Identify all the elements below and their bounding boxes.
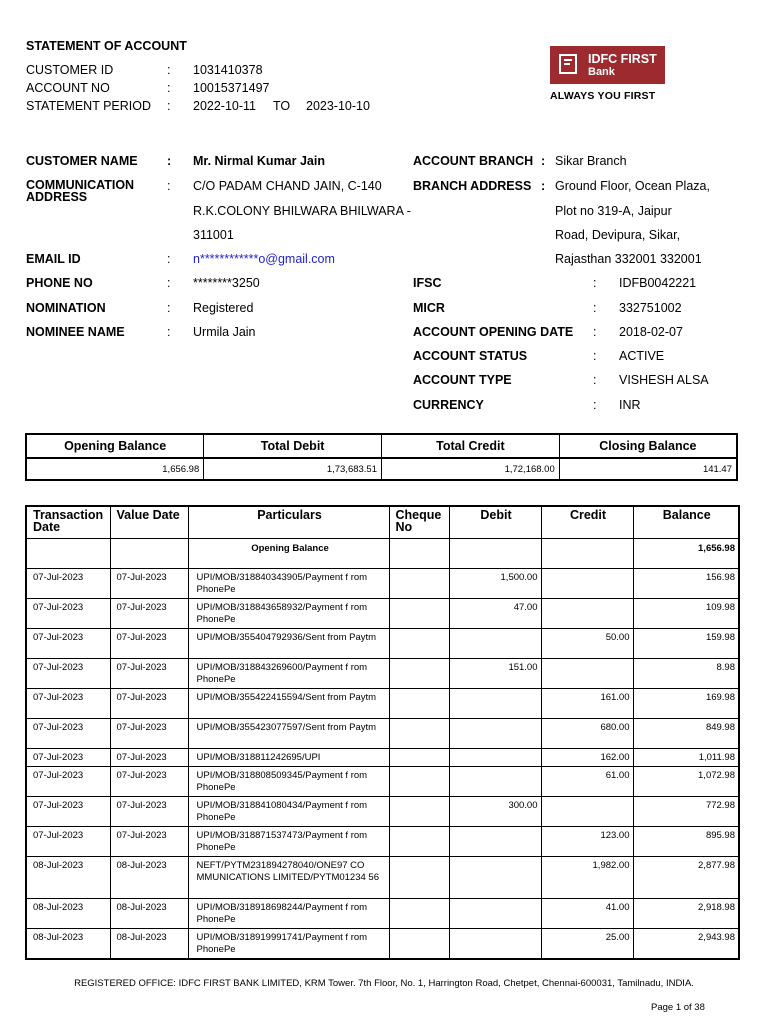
txn-date-cell: 07-Jul-2023 <box>26 719 110 749</box>
summary-values-row <box>26 458 737 480</box>
colon: : <box>593 398 597 412</box>
credit-cell <box>541 569 633 599</box>
account-type-value: VISHESH ALSA <box>619 373 709 387</box>
cheque-cell <box>389 599 449 629</box>
nominee-label: NOMINEE NAME <box>26 325 125 339</box>
bank-logo <box>550 46 665 84</box>
colon: : <box>167 325 171 339</box>
ifsc-value: IDFB0042221 <box>619 276 697 290</box>
particulars-cell: NEFT/PYTM231894278040/ONE97 CO MMUNICATIONS LIMITED/PYTM01234 56 <box>188 857 389 899</box>
col-header-debit: Debit <box>449 506 541 539</box>
particulars-cell: UPI/MOB/318841080434/Payment f rom PhonePe <box>188 797 389 827</box>
nomination-value: Registered <box>193 301 254 315</box>
closing-balance-value: 141.47 <box>559 458 737 480</box>
email-label: EMAIL ID <box>26 252 81 266</box>
credit-cell: 41.00 <box>541 899 633 929</box>
colon: : <box>593 301 597 315</box>
debit-cell <box>449 719 541 749</box>
colon: : <box>593 373 597 387</box>
value-date-cell: 07-Jul-2023 <box>110 797 188 827</box>
table-row <box>26 767 739 797</box>
cheque-cell <box>389 797 449 827</box>
particulars-cell: UPI/MOB/318919991741/Payment f rom PhonePe <box>188 929 389 959</box>
value-date-cell: 08-Jul-2023 <box>110 929 188 959</box>
debit-cell <box>449 767 541 797</box>
account-branch-label: ACCOUNT BRANCH <box>413 154 534 168</box>
customer-id-value: 1031410378 <box>193 63 263 77</box>
cheque-cell <box>389 899 449 929</box>
value-date-cell: 07-Jul-2023 <box>110 749 188 767</box>
logo-line-1: IDFC FIRST <box>588 52 657 66</box>
phone-value: ********3250 <box>193 276 260 290</box>
credit-cell: 61.00 <box>541 767 633 797</box>
currency-value: INR <box>619 398 641 412</box>
customer-name-value: Mr. Nirmal Kumar Jain <box>193 154 325 168</box>
address-line-1: C/O PADAM CHAND JAIN, C-140 <box>193 179 382 193</box>
txn-date-cell: 07-Jul-2023 <box>26 797 110 827</box>
cheque-cell <box>389 629 449 659</box>
credit-cell: 1,982.00 <box>541 857 633 899</box>
account-type-label: ACCOUNT TYPE <box>413 373 512 387</box>
statement-title: STATEMENT OF ACCOUNT <box>26 39 187 53</box>
table-row <box>26 797 739 827</box>
value-date-cell: 07-Jul-2023 <box>110 689 188 719</box>
col-header-value-date: Value Date <box>110 506 188 539</box>
cheque-cell <box>389 857 449 899</box>
opening-balance-label: Opening Balance <box>188 539 389 569</box>
table-row <box>26 899 739 929</box>
nominee-value: Urmila Jain <box>193 325 256 339</box>
statement-period-label: STATEMENT PERIOD <box>26 99 152 113</box>
cheque-cell <box>389 719 449 749</box>
balance-cell: 772.98 <box>633 797 739 827</box>
credit-cell: 162.00 <box>541 749 633 767</box>
table-row <box>26 929 739 959</box>
opening-balance-amount: 1,656.98 <box>633 539 739 569</box>
opening-date-label: ACCOUNT OPENING DATE <box>413 325 574 339</box>
table-row <box>26 827 739 857</box>
col-header-balance: Balance <box>633 506 739 539</box>
particulars-cell: UPI/MOB/318871537473/Payment f rom PhonePe <box>188 827 389 857</box>
txn-date-cell: 08-Jul-2023 <box>26 857 110 899</box>
colon: : <box>167 301 171 315</box>
transactions-body <box>26 539 739 959</box>
value-date-cell: 07-Jul-2023 <box>110 659 188 689</box>
colon: : <box>593 325 597 339</box>
txn-date-cell: 08-Jul-2023 <box>26 929 110 959</box>
balance-cell: 156.98 <box>633 569 739 599</box>
debit-cell: 47.00 <box>449 599 541 629</box>
table-row <box>26 659 739 689</box>
table-row <box>26 629 739 659</box>
balance-cell: 169.98 <box>633 689 739 719</box>
account-no-value: 10015371497 <box>193 81 270 95</box>
col-header-transaction-date: Transaction Date <box>26 506 110 539</box>
credit-cell: 680.00 <box>541 719 633 749</box>
address-line-2: R.K.COLONY BHILWARA BHILWARA - <box>193 204 411 218</box>
particulars-cell: UPI/MOB/318811242695/UPI <box>188 749 389 767</box>
txn-date-cell: 07-Jul-2023 <box>26 599 110 629</box>
branch-address-label: BRANCH ADDRESS <box>413 179 532 193</box>
bank-logo-icon <box>559 54 577 74</box>
colon: : <box>167 179 171 193</box>
summary-header: Opening Balance <box>26 434 204 458</box>
account-status-value: ACTIVE <box>619 349 665 363</box>
txn-date-cell: 07-Jul-2023 <box>26 767 110 797</box>
debit-cell: 151.00 <box>449 659 541 689</box>
logo-line-2: Bank <box>588 66 615 78</box>
communication-address-label <box>26 179 134 203</box>
customer-id-label: CUSTOMER ID <box>26 63 114 77</box>
customer-name-label: CUSTOMER NAME <box>26 154 138 168</box>
credit-cell: 50.00 <box>541 629 633 659</box>
branch-address-line-2: Plot no 319-A, Jaipur <box>555 204 672 218</box>
value-date-cell: 07-Jul-2023 <box>110 599 188 629</box>
credit-cell <box>541 599 633 629</box>
table-row <box>26 719 739 749</box>
colon: : <box>167 63 171 77</box>
colon: : <box>593 276 597 290</box>
balance-cell: 2,877.98 <box>633 857 739 899</box>
txn-date-cell: 07-Jul-2023 <box>26 659 110 689</box>
value-date-cell: 07-Jul-2023 <box>110 629 188 659</box>
debit-cell <box>449 899 541 929</box>
email-value[interactable]: n************o@gmail.com <box>193 252 335 266</box>
balance-cell: 849.98 <box>633 719 739 749</box>
colon: : <box>541 154 546 168</box>
debit-cell <box>449 629 541 659</box>
colon: : <box>167 252 171 266</box>
account-status-label: ACCOUNT STATUS <box>413 349 528 363</box>
phone-label: PHONE NO <box>26 276 93 290</box>
summary-header: Total Debit <box>204 434 382 458</box>
value-date-cell: 07-Jul-2023 <box>110 569 188 599</box>
period-to: 2023-10-10 <box>306 99 370 113</box>
comm-label-line-2: ADDRESS <box>26 190 88 204</box>
colon: : <box>167 276 171 290</box>
particulars-cell: UPI/MOB/318840343905/Payment f rom PhonePe <box>188 569 389 599</box>
particulars-cell: UPI/MOB/355404792936/Sent from Paytm <box>188 629 389 659</box>
txn-date-cell: 07-Jul-2023 <box>26 827 110 857</box>
period-from: 2022-10-11 <box>193 99 257 113</box>
period-to-word: TO <box>273 99 291 113</box>
txn-date-cell: 07-Jul-2023 <box>26 569 110 599</box>
bank-tagline: ALWAYS YOU FIRST <box>550 90 656 102</box>
col-header-cheque-no: Cheque No <box>389 506 449 539</box>
debit-cell <box>449 749 541 767</box>
registered-office-footer: REGISTERED OFFICE: IDFC FIRST BANK LIMITED, KRM Tower. 7th Floor, No. 1, Harrington Road, Chetpet, Chennai-600031, Tamilnadu, INDIA. <box>74 978 694 989</box>
comm-label-line-1: COMMUNICATION <box>26 178 135 192</box>
table-row <box>26 689 739 719</box>
cheque-cell <box>389 569 449 599</box>
txn-date-cell: 07-Jul-2023 <box>26 629 110 659</box>
table-row <box>26 599 739 629</box>
txn-date-cell: 07-Jul-2023 <box>26 749 110 767</box>
cheque-cell <box>389 659 449 689</box>
branch-address-line-1: Ground Floor, Ocean Plaza, <box>555 179 710 193</box>
total-debit-value: 1,73,683.51 <box>204 458 382 480</box>
credit-cell: 25.00 <box>541 929 633 959</box>
table-row <box>26 749 739 767</box>
page-number: Page 1 of 38 <box>651 1002 705 1013</box>
colon: : <box>167 99 171 113</box>
debit-cell <box>449 689 541 719</box>
particulars-cell: UPI/MOB/318918698244/Payment f rom PhonePe <box>188 899 389 929</box>
colon: : <box>593 349 597 363</box>
opening-balance-value: 1,656.98 <box>26 458 204 480</box>
branch-address-line-3: Road, Devipura, Sikar, <box>555 228 681 242</box>
balance-summary-table <box>25 433 738 481</box>
account-branch-value: Sikar Branch <box>555 154 627 168</box>
table-row <box>26 857 739 899</box>
summary-header: Total Credit <box>382 434 560 458</box>
cheque-cell <box>389 929 449 959</box>
value-date-cell: 07-Jul-2023 <box>110 767 188 797</box>
table-cell <box>541 539 633 569</box>
particulars-cell: UPI/MOB/355422415594/Sent from Paytm <box>188 689 389 719</box>
balance-cell: 1,072.98 <box>633 767 739 797</box>
col-header-credit: Credit <box>541 506 633 539</box>
particulars-cell: UPI/MOB/318843269600/Payment f rom PhonePe <box>188 659 389 689</box>
total-credit-value: 1,72,168.00 <box>382 458 560 480</box>
cheque-cell <box>389 689 449 719</box>
balance-cell: 1,011.98 <box>633 749 739 767</box>
debit-cell <box>449 857 541 899</box>
credit-cell: 123.00 <box>541 827 633 857</box>
credit-cell <box>541 797 633 827</box>
currency-label: CURRENCY <box>413 398 484 412</box>
ifsc-label: IFSC <box>413 276 442 290</box>
opening-balance-row <box>26 539 739 569</box>
balance-cell: 895.98 <box>633 827 739 857</box>
branch-address-line-4: Rajasthan 332001 332001 <box>555 252 702 266</box>
table-cell <box>26 539 110 569</box>
txn-date-cell: 07-Jul-2023 <box>26 689 110 719</box>
micr-label: MICR <box>413 301 445 315</box>
credit-cell <box>541 659 633 689</box>
address-line-3: 311001 <box>193 228 234 242</box>
micr-value: 332751002 <box>619 301 682 315</box>
table-cell <box>449 539 541 569</box>
transactions-header-row <box>26 506 739 539</box>
debit-cell <box>449 929 541 959</box>
debit-cell: 1,500.00 <box>449 569 541 599</box>
table-cell <box>110 539 188 569</box>
cheque-cell <box>389 827 449 857</box>
value-date-cell: 07-Jul-2023 <box>110 827 188 857</box>
credit-cell: 161.00 <box>541 689 633 719</box>
balance-cell: 109.98 <box>633 599 739 629</box>
account-no-label: ACCOUNT NO <box>26 81 110 95</box>
summary-header: Closing Balance <box>559 434 737 458</box>
transactions-table <box>25 505 740 960</box>
colon: : <box>167 81 171 95</box>
cheque-cell <box>389 749 449 767</box>
summary-header-row <box>26 434 737 458</box>
balance-cell: 2,943.98 <box>633 929 739 959</box>
value-date-cell: 08-Jul-2023 <box>110 857 188 899</box>
colon: : <box>541 179 546 193</box>
cheque-cell <box>389 767 449 797</box>
particulars-cell: UPI/MOB/318808509345/Payment f rom PhonePe <box>188 767 389 797</box>
particulars-cell: UPI/MOB/355423077597/Sent from Paytm <box>188 719 389 749</box>
debit-cell: 300.00 <box>449 797 541 827</box>
particulars-cell: UPI/MOB/318843658932/Payment f rom PhonePe <box>188 599 389 629</box>
table-cell <box>389 539 449 569</box>
colon: : <box>167 154 172 168</box>
value-date-cell: 07-Jul-2023 <box>110 719 188 749</box>
col-header-particulars: Particulars <box>188 506 389 539</box>
value-date-cell: 08-Jul-2023 <box>110 899 188 929</box>
table-row <box>26 569 739 599</box>
txn-date-cell: 08-Jul-2023 <box>26 899 110 929</box>
balance-cell: 2,918.98 <box>633 899 739 929</box>
nomination-label: NOMINATION <box>26 301 106 315</box>
debit-cell <box>449 827 541 857</box>
balance-cell: 159.98 <box>633 629 739 659</box>
balance-cell: 8.98 <box>633 659 739 689</box>
opening-date-value: 2018-02-07 <box>619 325 683 339</box>
